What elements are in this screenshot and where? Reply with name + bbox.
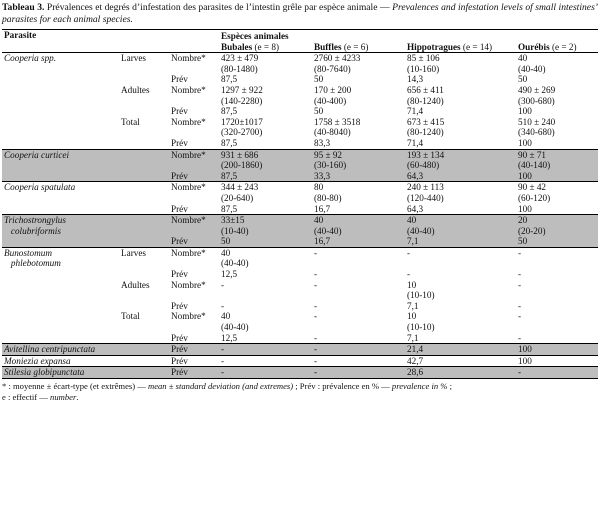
footnote-line-2: e : effectif — number. — [2, 391, 79, 402]
caption-text-fr: Prévalences et degrés d’infestation des parasites de l’intestin grêle par espèce animale — [44, 2, 378, 13]
header-parasite: Parasite — [2, 30, 119, 42]
value-cell: - — [518, 269, 522, 280]
table-row — [2, 301, 598, 312]
stage-cell: Total — [121, 116, 140, 127]
value-cell: (40-8040) — [314, 127, 351, 138]
stage-cell: Larves — [119, 247, 169, 258]
value-cell: 170 ± 200 — [314, 84, 352, 95]
value-cell: 21,4 — [405, 344, 516, 356]
measure-cell: Prév — [171, 74, 188, 85]
stage-cell — [119, 236, 169, 247]
parasite-cell — [2, 106, 119, 117]
stage-cell — [119, 171, 169, 182]
value-cell: 83,3 — [314, 137, 331, 148]
measure-cell: Nombre* — [169, 182, 219, 193]
value-cell: 40 — [405, 215, 516, 226]
value-cell: (40-40) — [405, 226, 516, 237]
value-cell: 87,5 — [221, 203, 238, 214]
table-row — [2, 138, 598, 149]
stage-cell — [119, 333, 169, 344]
measure-cell: Prév — [169, 355, 219, 367]
measure-cell: Prév — [171, 203, 188, 214]
stage-cell — [119, 322, 169, 333]
value-cell: 50 — [219, 236, 312, 247]
value-cell — [516, 290, 598, 301]
value-cell: (40-400) — [314, 95, 347, 106]
value-cell: - — [314, 279, 318, 290]
stage-cell — [119, 96, 169, 107]
parasite-cell: Cooperia curticei — [2, 149, 119, 160]
measure-cell: Prév — [171, 106, 188, 117]
value-cell: 100 — [518, 203, 532, 214]
value-cell: 40 — [221, 311, 231, 322]
stage-cell — [119, 138, 169, 149]
table-row — [2, 215, 598, 226]
value-cell: 40 — [219, 247, 312, 258]
measure-cell: Nombre* — [169, 247, 219, 258]
value-cell: 193 ± 134 — [405, 149, 516, 160]
value-cell: 64,3 — [405, 171, 516, 182]
value-cell: - — [314, 311, 318, 322]
parasite-cell — [2, 301, 119, 312]
stage-cell — [119, 355, 169, 367]
parasite-cell — [2, 160, 119, 171]
table-row — [2, 311, 598, 322]
value-cell: - — [314, 332, 318, 343]
parasite-cell — [2, 127, 119, 138]
measure-cell — [169, 127, 219, 138]
value-cell: - — [516, 247, 598, 258]
value-cell: 40 — [518, 53, 528, 64]
table-row — [2, 106, 598, 117]
value-cell: - — [314, 300, 318, 311]
value-cell: 87,5 — [221, 137, 238, 148]
value-cell: 931 ± 686 — [219, 149, 312, 160]
table-row — [2, 182, 598, 193]
parasite-cell: phlebotomum — [4, 258, 61, 269]
measure-cell — [169, 64, 219, 75]
value-cell: 50 — [314, 74, 324, 85]
measure-cell — [169, 322, 219, 333]
value-cell: (10-10) — [407, 322, 435, 333]
parasite-cell — [2, 322, 119, 333]
value-cell: 10 — [407, 279, 417, 290]
measure-cell — [169, 226, 219, 237]
table-footnote — [2, 381, 598, 402]
table-row — [2, 85, 598, 96]
table-row — [2, 258, 598, 269]
measure-cell: Prév — [169, 171, 219, 182]
stage-cell: Total — [121, 311, 140, 322]
parasite-cell — [2, 311, 119, 322]
parasite-cell: colubriformis — [2, 226, 119, 237]
stage-cell — [119, 160, 169, 171]
value-cell: 100 — [518, 137, 532, 148]
value-cell: (40-40) — [518, 63, 546, 74]
table-row — [2, 344, 598, 356]
document — [2, 2, 598, 402]
value-cell: (80-1240) — [407, 95, 444, 106]
measure-cell — [169, 160, 219, 171]
value-cell: 1758 ± 3518 — [314, 116, 361, 127]
value-cell: - — [219, 344, 312, 356]
measure-cell: Nombre* — [171, 116, 206, 127]
caption-text-en: Prevalences and infestation levels of small intestines’ parasites for each animal species. — [2, 2, 598, 25]
value-cell: - — [219, 367, 312, 379]
parasite-cell: Bunostomum — [2, 247, 119, 258]
stage-cell — [119, 367, 169, 379]
measure-cell — [169, 96, 219, 107]
table-row — [2, 193, 598, 204]
table-row — [2, 280, 598, 291]
measure-cell: Nombre* — [171, 279, 206, 290]
value-cell: - — [312, 247, 405, 258]
value-cell: 7,1 — [407, 300, 419, 311]
stage-cell — [119, 269, 169, 280]
value-cell: 28,6 — [405, 367, 516, 379]
value-cell: - — [516, 367, 598, 379]
value-cell: (60-120) — [518, 192, 551, 203]
value-cell: 7,1 — [407, 332, 419, 343]
table-row — [2, 160, 598, 171]
value-cell: (40-140) — [516, 160, 598, 171]
table-row — [2, 355, 598, 367]
stage-cell — [119, 127, 169, 138]
parasite-cell: Avitellina centripunctata — [2, 344, 119, 356]
value-cell: - — [314, 269, 318, 280]
value-cell — [405, 258, 516, 269]
value-cell: 100 — [516, 171, 598, 182]
parasite-cell: Trichostrongylus — [2, 215, 119, 226]
table-row — [2, 204, 598, 215]
value-cell: 50 — [314, 106, 324, 117]
caption-label: Tableau 3. — [2, 2, 45, 13]
parasite-cell — [2, 193, 119, 204]
measure-cell: Prév — [171, 300, 188, 311]
parasite-cell — [2, 171, 119, 182]
value-cell: - — [518, 300, 522, 311]
parasite-cell: Moniezia expansa — [2, 355, 119, 367]
stage-cell — [119, 215, 169, 226]
parasite-cell — [2, 236, 119, 247]
table-row — [2, 226, 598, 237]
value-cell: (60-480) — [405, 160, 516, 171]
measure-cell: Nombre* — [169, 149, 219, 160]
parasite-cell — [2, 138, 119, 149]
parasite-cell: Cooperia spp. — [4, 53, 57, 64]
value-cell: (80-1480) — [221, 63, 258, 74]
value-cell: (80-1240) — [407, 127, 444, 138]
value-cell: - — [518, 311, 522, 322]
value-cell: 87,5 — [221, 106, 238, 117]
measure-cell: Nombre* — [169, 215, 219, 226]
value-cell: 344 ± 243 — [219, 182, 312, 193]
table-row — [2, 269, 598, 280]
measure-cell: Nombre* — [171, 84, 206, 95]
stage-cell — [119, 204, 169, 215]
value-cell: 673 ± 415 — [407, 116, 445, 127]
value-cell: (140-2280) — [221, 95, 263, 106]
stage-cell — [119, 74, 169, 85]
stage-cell — [119, 64, 169, 75]
value-cell: 7,1 — [405, 236, 516, 247]
value-cell: 100 — [516, 355, 598, 367]
value-cell: 510 ± 240 — [518, 116, 556, 127]
stage-cell — [119, 149, 169, 160]
parasite-cell — [2, 74, 119, 85]
value-cell: 42,7 — [405, 355, 516, 367]
header-species: Buffles (e = 6) — [312, 42, 405, 53]
parasite-cell — [2, 269, 119, 280]
stage-cell — [119, 344, 169, 356]
stage-cell — [119, 193, 169, 204]
value-cell: 16,7 — [314, 203, 331, 214]
value-cell: 14,3 — [407, 74, 424, 85]
value-cell: (320-2700) — [221, 127, 263, 138]
value-cell: 1720±1017 — [221, 116, 263, 127]
measure-cell: Nombre* — [171, 311, 206, 322]
stage-cell: Adultes — [121, 84, 150, 95]
table-row — [2, 171, 598, 182]
value-cell: 95 ± 92 — [312, 149, 405, 160]
value-cell: (300-680) — [518, 95, 555, 106]
value-cell: 16,7 — [312, 236, 405, 247]
table-row — [2, 96, 598, 107]
value-cell: 33,3 — [312, 171, 405, 182]
measure-cell: Prév — [171, 137, 188, 148]
value-cell: - — [221, 279, 225, 290]
value-cell: 71,4 — [407, 106, 424, 117]
header-species-group: Espèces animales — [219, 30, 598, 42]
value-cell: - — [312, 344, 405, 356]
value-cell: - — [312, 355, 405, 367]
measure-cell: Nombre* — [171, 53, 206, 64]
value-cell: 40 — [312, 215, 405, 226]
table-body — [2, 53, 598, 379]
header-species: Bubales (e = 8) — [219, 42, 312, 53]
parasite-cell — [2, 64, 119, 75]
value-cell: - — [221, 300, 225, 311]
table-row — [2, 74, 598, 85]
parasite-cell — [2, 117, 119, 128]
value-cell: 50 — [516, 236, 598, 247]
value-cell: 240 ± 113 — [405, 182, 516, 193]
footnote-line-1: * : moyenne ± écart-type (et extrêmes) — mean ± standard deviation (and extremes) ; Prév : prévalence en % — prevalence in % ; — [2, 381, 452, 391]
value-cell: 33±15 — [219, 215, 312, 226]
stage-cell — [119, 258, 169, 269]
value-cell: 2760 ± 4233 — [314, 53, 361, 64]
value-cell: (80-7640) — [314, 63, 351, 74]
value-cell: 87,5 — [219, 171, 312, 182]
value-cell: 1297 ± 922 — [221, 84, 263, 95]
measure-cell: Prév — [169, 367, 219, 379]
value-cell — [516, 322, 598, 333]
measure-cell — [169, 193, 219, 204]
parasite-cell — [2, 85, 119, 96]
parasite-cell — [2, 280, 119, 291]
stage-cell — [119, 290, 169, 301]
header-row-2 — [2, 42, 598, 53]
parasite-cell — [2, 96, 119, 107]
table-row — [2, 127, 598, 138]
header-species: Hippotragues (e = 14) — [405, 42, 516, 53]
table-row — [2, 247, 598, 258]
value-cell: (80-80) — [314, 192, 342, 203]
header-row-1 — [2, 30, 598, 42]
table-row — [2, 333, 598, 344]
value-cell — [516, 258, 598, 269]
value-cell — [219, 290, 312, 301]
value-cell: (40-40) — [221, 322, 249, 333]
value-cell: 656 ± 411 — [407, 84, 444, 95]
value-cell: 100 — [516, 344, 598, 356]
stage-cell: Adultes — [121, 279, 150, 290]
value-cell: - — [312, 367, 405, 379]
value-cell — [312, 322, 405, 333]
value-cell: 490 ± 269 — [518, 84, 556, 95]
value-cell: 50 — [518, 74, 528, 85]
stage-cell — [119, 301, 169, 312]
value-cell: (10-40) — [219, 226, 312, 237]
measure-cell: Prév — [171, 332, 188, 343]
measure-cell — [169, 290, 219, 301]
value-cell: (10-160) — [407, 63, 440, 74]
value-cell: - — [518, 279, 522, 290]
header-species: Ourébis (e = 2) — [516, 42, 598, 53]
measure-cell — [169, 258, 219, 269]
table-row — [2, 117, 598, 128]
table-row — [2, 367, 598, 379]
value-cell: (30-160) — [312, 160, 405, 171]
value-cell: 85 ± 106 — [407, 53, 440, 64]
value-cell: 87,5 — [221, 74, 238, 85]
measure-cell: Prév — [169, 236, 219, 247]
data-table — [2, 29, 598, 379]
table-row — [2, 322, 598, 333]
value-cell: 423 ± 479 — [221, 53, 259, 64]
caption-separator: — — [377, 2, 393, 13]
parasite-cell — [2, 204, 119, 215]
table-row — [2, 290, 598, 301]
value-cell: (20-640) — [221, 192, 254, 203]
parasite-cell: Stilesia globipunctata — [2, 367, 119, 379]
measure-cell: Prév — [169, 344, 219, 356]
value-cell: (20-20) — [516, 226, 598, 237]
value-cell: - — [407, 269, 411, 280]
value-cell: - — [219, 355, 312, 367]
value-cell: 10 — [407, 311, 417, 322]
measure-cell: Prév — [171, 269, 188, 280]
value-cell: 64,3 — [407, 203, 424, 214]
value-cell: 100 — [518, 106, 532, 117]
table-row — [2, 53, 598, 64]
stage-cell — [119, 182, 169, 193]
parasite-cell: Cooperia spatulata — [2, 182, 119, 193]
parasite-cell — [2, 333, 119, 344]
table-row — [2, 149, 598, 160]
parasite-cell — [2, 290, 119, 301]
value-cell — [312, 290, 405, 301]
stage-cell — [119, 226, 169, 237]
value-cell: (40-40) — [312, 226, 405, 237]
value-cell: - — [518, 332, 522, 343]
value-cell: (40-40) — [221, 258, 249, 269]
value-cell: - — [405, 247, 516, 258]
value-cell: 12,5 — [221, 269, 238, 280]
value-cell: 12,5 — [221, 332, 238, 343]
value-cell: (10-10) — [407, 290, 435, 301]
stage-cell — [119, 106, 169, 117]
value-cell: 90 ± 42 — [516, 182, 598, 193]
value-cell: 90 ± 71 — [516, 149, 598, 160]
table-row — [2, 236, 598, 247]
value-cell: 20 — [516, 215, 598, 226]
value-cell: 71,4 — [407, 137, 424, 148]
stage-cell: Larves — [121, 53, 146, 64]
value-cell: (340-680) — [518, 127, 555, 138]
value-cell — [312, 258, 405, 269]
value-cell: 80 — [312, 182, 405, 193]
table-row — [2, 64, 598, 75]
table-caption — [2, 2, 598, 26]
value-cell: (200-1860) — [219, 160, 312, 171]
value-cell: (120-440) — [407, 192, 444, 203]
